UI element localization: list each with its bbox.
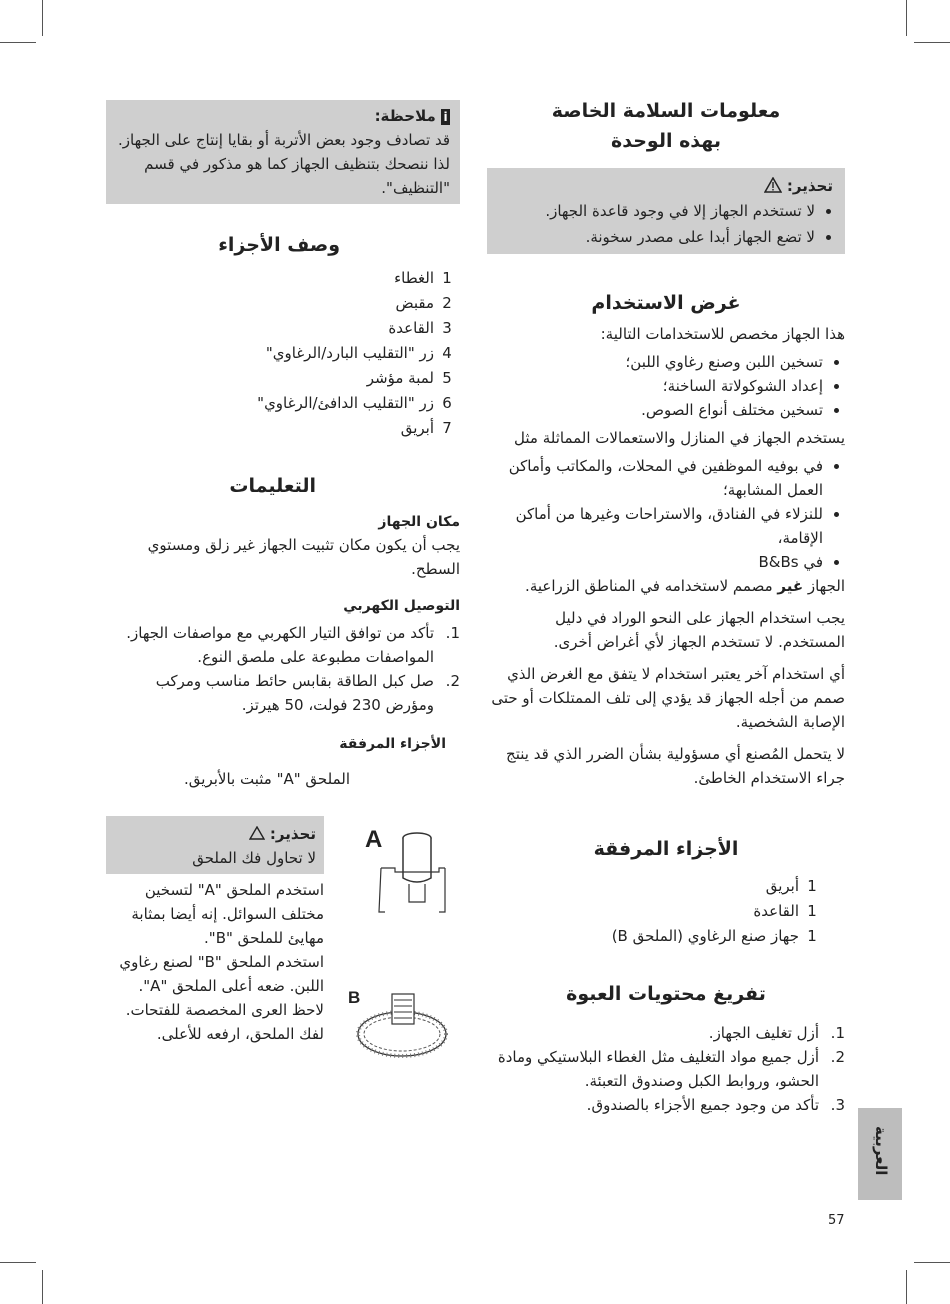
attachment-warning-text: لا تحاول فك الملحق <box>192 849 316 867</box>
crop-mark <box>914 42 950 43</box>
list-item: • تسخين مختلف أنواع الصوص. <box>487 398 823 422</box>
crop-mark <box>914 1262 950 1263</box>
list-item: • للنزلاء في الفنادق، والاستراحات وغيرها من أماكن الإقامة، <box>487 502 823 550</box>
use-a-text: استخدم الملحق "A" لتسخين مختلف السوائل. إنه أيضا بمثابة مهايئ للملحق "B". <box>131 881 324 947</box>
instructions-title: التعليمات <box>229 475 316 497</box>
list-item: 2 مقبض <box>395 294 452 312</box>
misuse-paragraph: أي استخدام آخر يعتبر استخدام لا يتفق مع الغرض الذي صمم من أجله الجهاز قد يؤدي إلى تلف الممتلكات أو حتى الإصابة الشخصية. <box>491 665 845 731</box>
warning-triangle-icon <box>249 826 265 840</box>
location-title: مكان الجهاز <box>378 514 460 530</box>
household-text: يستخدم الجهاز في المنازل والاستعمالات المماثلة مثل <box>514 429 845 447</box>
usage-paragraph: يجب استخدام الجهاز على النحو الوراد في دليل المستخدم. لا تستخدم الجهاز لأي أغراض أخرى. <box>553 609 845 651</box>
list-item: 1 جهاز صنع الرغاوي (الملحق B) <box>611 927 817 945</box>
attachment-a-drawing <box>375 828 447 918</box>
warning-heading: تحذير: <box>114 822 316 846</box>
info-icon: i <box>441 109 450 125</box>
crop-mark <box>42 0 43 36</box>
supplied-parts-title: الأجزاء المرفقة <box>593 838 739 860</box>
uses-list <box>487 350 845 422</box>
note-heading: i ملاحظة: <box>114 104 450 128</box>
safety-warning-box <box>487 168 845 254</box>
safety-title: معلومات السلامة الخاصة بهذه الوحدة <box>551 100 781 152</box>
attachment-a-label: A <box>365 826 383 853</box>
unpack-steps <box>487 1021 845 1117</box>
attachments-title: الأجزاء المرفقة <box>339 736 446 752</box>
attachment-a-illustration <box>365 826 461 926</box>
location-text: يجب أن يكون مكان تثبيت الجهاز غير زلق ومستوي السطح. <box>147 536 460 578</box>
not-agricultural-text: الجهاز غير مصمم لاستخدامه في المناطق الزراعية. <box>525 577 845 595</box>
list-item: 2. أزل جميع مواد التغليف مثل الغطاء البلاستيكي ومادة الحشو، وروابط الكبل وصندوق التعبئة. <box>497 1048 845 1090</box>
attachment-warning-box <box>106 816 324 874</box>
right-column <box>487 96 845 1117</box>
note-text: قد تصادف وجود بعض الأتربة أو بقايا إنتاج على الجهاز. لذا ننصحك بتنظيف الجهاز كما هو مذكور في قسم "التنظيف". <box>117 131 450 197</box>
language-tab: العربية <box>858 1108 902 1200</box>
list-item: 6 زر "التقليب الدافئ/الرغاوي" <box>257 394 452 412</box>
list-item: • في B&Bs <box>487 550 823 574</box>
warning-triangle-icon <box>764 177 782 193</box>
unpack-title: تفريغ محتويات العبوة <box>566 983 766 1005</box>
attachment-b-drawing <box>354 990 450 1062</box>
left-column <box>106 100 460 791</box>
list-item: 4 زر "التقليب البارد/الرغاوي" <box>265 344 452 362</box>
crop-mark <box>906 0 907 36</box>
crop-mark <box>0 42 36 43</box>
electrical-steps <box>106 621 460 717</box>
list-item: • لا تضع الجهاز أبدا على مصدر سخونة. <box>495 224 815 250</box>
list-item: 5 لمبة مؤشر <box>366 369 452 387</box>
attachment-a-text: الملحق "A" مثبت بالأبريق. <box>184 770 350 788</box>
crop-mark <box>42 1270 43 1304</box>
liability-paragraph: لا يتحمل المُصنع أي مسؤولية بشأن الضرر الذي قد ينتج جراء الاستخدام الخاطئ. <box>506 745 845 787</box>
supplied-parts-list <box>487 874 845 949</box>
electrical-title: التوصيل الكهربي <box>343 598 460 614</box>
crop-mark <box>0 1262 36 1263</box>
list-item: • لا تستخدم الجهاز إلا في وجود قاعدة الجهاز. <box>495 198 815 224</box>
attachment-b-illustration <box>348 984 460 1064</box>
list-item: 1. تأكد من توافق التيار الكهربي مع مواصفات الجهاز. المواصفات مطبوعة على ملصق النوع. <box>126 624 460 666</box>
purpose-title: غرض الاستخدام <box>591 292 741 314</box>
use-b-text: استخدم الملحق "B" لصنع رغاوي اللبن. ضعه أعلى الملحق "A". لاحظ العرى المخصصة للفتحات. لفك الملحق، ارفعه للأعلى. <box>119 953 324 1043</box>
list-item: 7 أبريق <box>400 419 452 437</box>
warning-heading: تحذير: <box>495 174 833 198</box>
list-item: 3 القاعدة <box>388 319 452 337</box>
list-item: • إعداد الشوكولاتة الساخنة؛ <box>487 374 823 398</box>
list-item: 1 أبريق <box>765 877 817 895</box>
list-item: • تسخين اللبن وصنع رغاوي اللبن؛ <box>487 350 823 374</box>
list-item: 2. صل كبل الطاقة بقابس حائط مناسب ومركب ومؤرض 230 فولت، 50 هيرتز. <box>155 672 460 714</box>
places-list <box>487 454 845 574</box>
parts-list <box>106 266 460 441</box>
attachment-block <box>106 816 324 1046</box>
list-item: • في بوفيه الموظفين في المحلات، والمكاتب وأماكن العمل المشابهة؛ <box>487 454 823 502</box>
page-number: 57 <box>828 1213 845 1228</box>
purpose-intro: هذا الجهاز مخصص للاستخدامات التالية: <box>600 325 845 343</box>
list-item: 1 القاعدة <box>753 902 817 920</box>
list-item: 1 الغطاء <box>394 269 452 287</box>
list-item: 1. أزل تغليف الجهاز. <box>708 1024 845 1042</box>
crop-mark <box>906 1270 907 1304</box>
note-box <box>106 100 460 204</box>
attachment-b-label: B <box>348 988 361 1007</box>
parts-title: وصف الأجزاء <box>218 234 340 256</box>
list-item: 3. تأكد من وجود جميع الأجزاء بالصندوق. <box>586 1096 845 1114</box>
safety-warning-list <box>495 198 833 250</box>
